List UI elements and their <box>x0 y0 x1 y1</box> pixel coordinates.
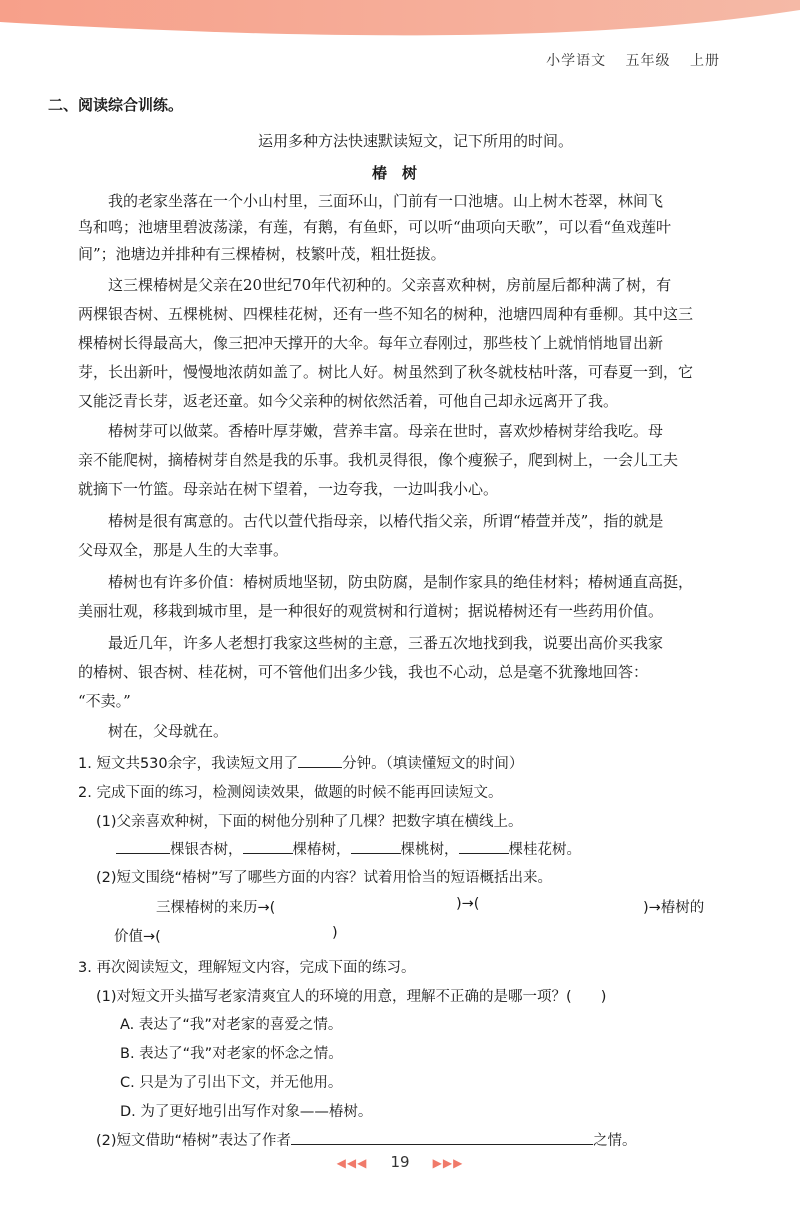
question-3-sub2 <box>96 1129 637 1150</box>
option-b[interactable]: B. 表达了“我”对老家的怀念之情。 <box>120 1046 343 1062</box>
question-3-sub1: (1)对短文开头描写老家清爽宜人的环境的用意，理解不正确的是哪一项？( ) <box>96 989 607 1005</box>
reading-time-blank[interactable] <box>298 753 342 768</box>
option-c[interactable]: C. 只是为了引出下文，并无他用。 <box>120 1075 343 1091</box>
article-line: 就摘下一竹篮。母亲站在树下望着，一边夸我，一边叫我小心。 <box>78 480 499 498</box>
article-line: 椿树也有许多价值：椿树质地坚韧，防虫防腐，是制作家具的绝佳材料；椿树通直高挺， <box>108 573 694 591</box>
header-grade: 五年级 <box>625 53 671 69</box>
chain-start: 三棵椿树的来历→( <box>156 900 276 916</box>
chain-close: ) <box>332 925 338 941</box>
question-1-suffix: 分钟。（填读懂短文的时间） <box>342 756 524 772</box>
article-line: 的椿树、银杏树、桂花树，可不管他们出多少钱，我也不心动，总是毫不犹豫地回答： <box>78 663 649 681</box>
chain-answer-1[interactable] <box>296 896 456 914</box>
article-line: 又能泛青长芽，返老还童。如今父亲种的树依然活着，可他自己却永远离开了我。 <box>78 392 619 410</box>
chain-answer-2[interactable] <box>490 896 640 914</box>
tree-label: 棵桂花树。 <box>508 842 581 858</box>
peach-count-blank[interactable] <box>351 839 401 854</box>
article-line: 最近几年，许多人老想打我家这些树的主意，三番五次地找到我，说要出高价买我家 <box>108 634 664 652</box>
chain-end: )→椿树的 <box>643 900 705 916</box>
option-d[interactable]: D. 为了更好地引出写作对象——椿树。 <box>120 1104 373 1120</box>
question-2-sub2: (2)短文围绕“椿树”写了哪些方面的内容？试着用恰当的短语概括出来。 <box>96 870 553 886</box>
toona-count-blank[interactable] <box>243 839 293 854</box>
question-2-stem: 2. 完成下面的练习，检测阅读效果，做题的时候不能再回读短文。 <box>78 785 503 801</box>
article-line: 我的老家坐落在一个小山村里，三面环山，门前有一口池塘。山上树木苍翠，林间飞 <box>108 192 664 210</box>
tree-label: 棵桃树， <box>400 842 459 858</box>
question-3-sub2-suffix: 之情。 <box>593 1133 637 1149</box>
question-1 <box>78 752 523 773</box>
article-line: 间”；池塘边并排种有三棵椿树，枝繁叶茂，粗壮挺拔。 <box>78 245 446 263</box>
chain-mid: )→( <box>456 896 480 912</box>
section-instruction: 运用多种方法快速默读短文，记下所用的时间。 <box>258 132 574 150</box>
article-line: 棵椿树长得最高大，像三把冲天撑开的大伞。每年立春刚过，那些枝丫上就悄悄地冒出新 <box>78 334 664 352</box>
article-line: 椿树芽可以做菜。香椿叶厚芽嫩，营养丰富。母亲在世时，喜欢炒椿树芽给我吃。母 <box>108 422 664 440</box>
page-footer <box>0 1152 800 1171</box>
article-line: 两棵银杏树、五棵桃树、四棵桂花树，还有一些不知名的树种，池塘四周种有垂柳。其中这三 <box>78 305 694 323</box>
article-line: 椿树是很有寓意的。古代以萱代指母亲，以椿代指父亲，所谓“椿萱并茂”，指的就是 <box>108 512 664 530</box>
article-line: 父母双全，那是人生的大幸事。 <box>78 541 289 559</box>
header-volume: 上册 <box>690 53 720 69</box>
article-line: 美丽壮观，移栽到城市里，是一种很好的观赏树和行道树；据说椿树还有一些药用价值。 <box>78 602 664 620</box>
chain-value: 价值→( <box>114 929 161 945</box>
tree-count-row <box>116 838 581 859</box>
next-arrows-icon: ▶▶▶ <box>432 1156 464 1170</box>
question-2-sub1: (1)父亲喜欢种树，下面的树他分别种了几棵？把数字填在横线上。 <box>96 814 523 830</box>
header-subject: 小学语文 <box>546 53 607 69</box>
header-meta <box>532 50 720 70</box>
article-line: 亲不能爬树，摘椿树芽自然是我的乐事。我机灵得很，像个瘦猴子，爬到树上，一会儿工夫 <box>78 451 679 469</box>
option-a[interactable]: A. 表达了“我”对老家的喜爱之情。 <box>120 1017 343 1033</box>
article-line: 鸟和鸣；池塘里碧波荡漾，有莲，有鹅，有鱼虾，可以听“曲项向天歌”，可以看“鱼戏莲叶 <box>78 218 672 236</box>
question-3-stem: 3. 再次阅读短文，理解短文内容，完成下面的练习。 <box>78 960 416 976</box>
article-line: 树在，父母就在。 <box>108 722 229 740</box>
article-line: “不卖。” <box>78 692 131 710</box>
osmanthus-count-blank[interactable] <box>459 839 509 854</box>
question-1-text: 1. 短文共530余字，我读短文用了 <box>78 756 299 772</box>
article-line: 芽，长出新叶，慢慢地浓荫如盖了。树比人好。树虽然到了秋冬就枝枯叶落，可春夏一到，它 <box>78 363 694 381</box>
page-number: 19 <box>390 1153 410 1171</box>
emotion-blank[interactable] <box>291 1130 593 1145</box>
article-line: 这三棵椿树是父亲在20世纪70年代初种的。父亲喜欢种树，房前屋后都种满了树，有 <box>108 276 672 294</box>
tree-label: 棵椿树， <box>292 842 351 858</box>
article-title: 椿 树 <box>372 164 418 182</box>
chain-answer-3[interactable] <box>190 925 330 943</box>
ginkgo-count-blank[interactable] <box>116 839 170 854</box>
prev-arrows-icon: ◀◀◀ <box>336 1156 368 1170</box>
question-3-sub2-text: (2)短文借助“椿树”表达了作者 <box>96 1133 292 1149</box>
section-title: 二、阅读综合训练。 <box>48 96 184 114</box>
tree-label: 棵银杏树， <box>170 842 243 858</box>
